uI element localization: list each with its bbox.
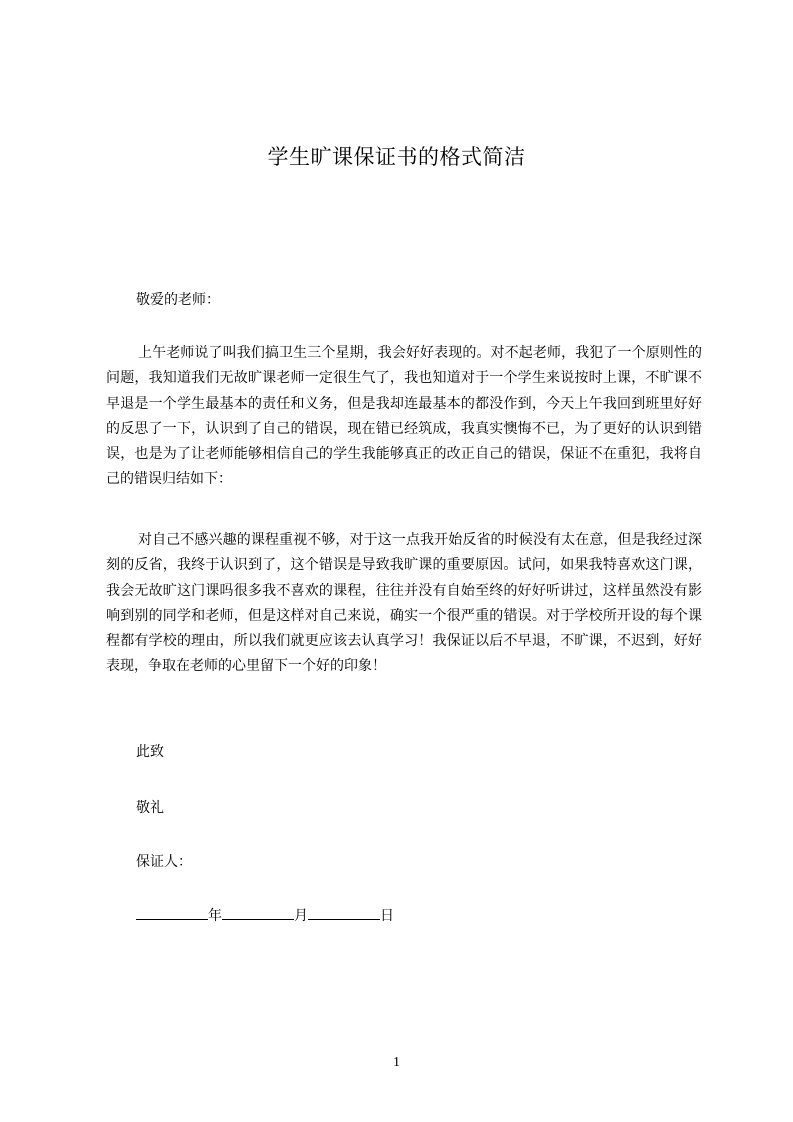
- day-label: 日: [380, 908, 394, 924]
- month-label: 月: [294, 908, 308, 924]
- body-paragraph: 上午老师说了叫我们搞卫生三个星期，我会好好表现的。对不起老师，我犯了一个原则性的问题，我知道我们无故旷课老师一定很生气了，我也知道对于一个学生来说按时上课，不旷课不早退是一个学生最基本的责任和义务，但是我却连最基本的都没作到，今天上午我回到班里好好的反思了一下，认识到了自己的错误，现在错已经筑成，我真实懊悔不已，为了更好的认识到错误，也是为了让老师能够相信自己的学生我能够真正的改正自己的错误，保证不在重犯，我将自己的错误归结如下：: [106, 345, 702, 488]
- closing-salutation: 此致: [136, 744, 164, 760]
- body-paragraph: 对自己不感兴趣的课程重视不够，对于这一点我开始反省的时候没有太在意，但是我经过深刻的反省，我终于认识到了，这个错误是导致我旷课的重要原因。试问，如果我特喜欢这门课，我会无故旷这门课吗很多我不喜欢的课程，往往并没有自始至终的好好听讲过，这样虽然没有影响到别的同学和老师，但是这样对自己来说，确实一个很严重的错误。对于学校所开设的每个课程都有学校的理由，所以我们就更应该去认真学习！我保证以后不早退，不旷课，不迟到，好好表现，争取在老师的心里留下一个好的印象！: [106, 532, 702, 675]
- salutation: 敬爱的老师：: [136, 292, 220, 308]
- day-blank: [308, 903, 380, 920]
- page-number: 1: [393, 1055, 400, 1070]
- date-line: [106, 903, 732, 929]
- guarantor-label: 保证人：: [136, 854, 192, 870]
- closing-regards: 敬礼: [136, 800, 164, 816]
- year-blank: [136, 903, 208, 920]
- month-blank: [222, 903, 294, 920]
- year-label: 年: [208, 908, 222, 924]
- document-title: 学生旷课保证书的格式简洁: [267, 145, 526, 169]
